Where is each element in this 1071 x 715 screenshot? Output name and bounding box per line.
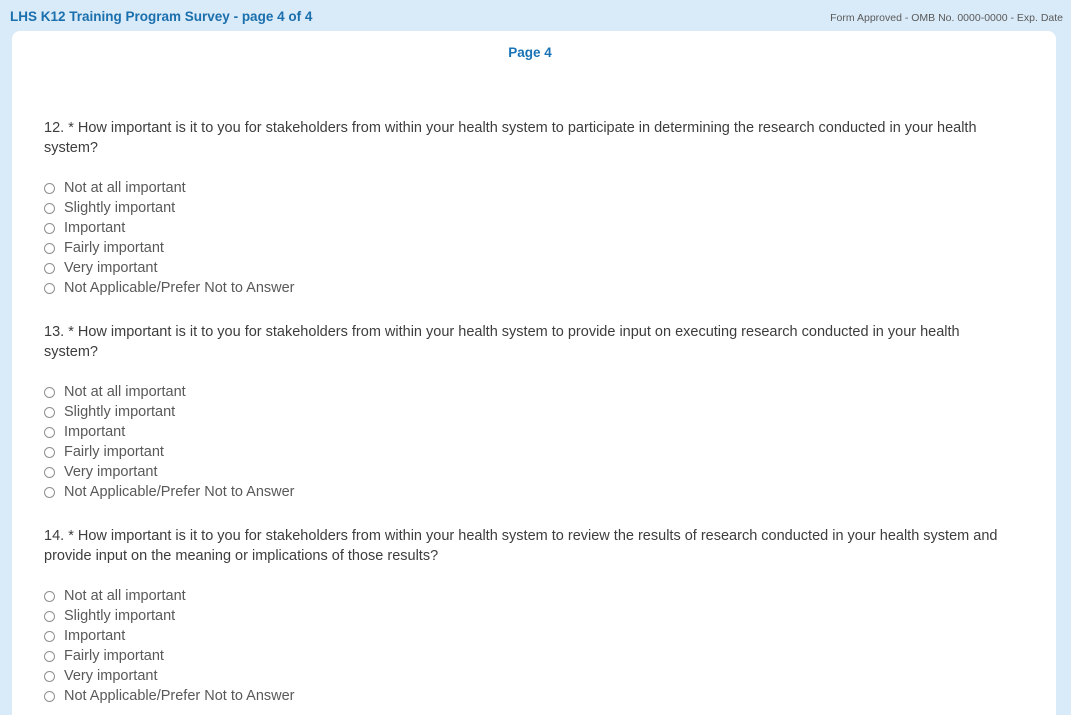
radio-option-label: Not Applicable/Prefer Not to Answer — [64, 484, 295, 500]
radio-option-label: Very important — [64, 260, 158, 276]
question-text — [44, 322, 1009, 362]
required-asterisk: * — [68, 324, 74, 340]
radio-option[interactable] — [44, 482, 1016, 502]
radio-icon[interactable] — [44, 203, 55, 214]
radio-icon[interactable] — [44, 651, 55, 662]
radio-option[interactable] — [44, 686, 1016, 706]
radio-option-label: Not Applicable/Prefer Not to Answer — [64, 280, 295, 296]
radio-option[interactable] — [44, 278, 1016, 298]
options-group — [44, 178, 1016, 298]
question-block — [44, 322, 1016, 502]
radio-option-label: Fairly important — [64, 240, 164, 256]
radio-option[interactable] — [44, 462, 1016, 482]
radio-option[interactable] — [44, 238, 1016, 258]
radio-icon[interactable] — [44, 691, 55, 702]
radio-option-label: Fairly important — [64, 444, 164, 460]
radio-option-label: Slightly important — [64, 200, 176, 216]
radio-option-label: Not at all important — [64, 180, 186, 196]
radio-option-label: Very important — [64, 464, 158, 480]
required-asterisk: * — [68, 528, 74, 544]
radio-option[interactable] — [44, 626, 1016, 646]
survey-title: LHS K12 Training Program Survey - page 4 of 4 — [10, 9, 313, 24]
radio-option-label: Important — [64, 220, 126, 236]
radio-option-label: Important — [64, 424, 126, 440]
radio-option[interactable] — [44, 382, 1016, 402]
radio-icon[interactable] — [44, 487, 55, 498]
question-number: 13. — [44, 324, 65, 340]
radio-option-label: Slightly important — [64, 608, 176, 624]
radio-icon[interactable] — [44, 263, 55, 274]
question-block — [44, 118, 1016, 298]
radio-option-label: Not at all important — [64, 384, 186, 400]
question-label: How important is it to you for stakeholders from within your health system to review the results of research conducted in your health system and provide input on the meaning or implications of those results? — [44, 528, 998, 564]
radio-icon[interactable] — [44, 243, 55, 254]
radio-icon[interactable] — [44, 671, 55, 682]
question-label: How important is it to you for stakeholders from within your health system to participate in determining the research conducted in your health system? — [44, 120, 977, 156]
options-group — [44, 382, 1016, 502]
question-label: How important is it to you for stakeholders from within your health system to provide input on executing research conducted in your health system? — [44, 324, 960, 360]
radio-icon[interactable] — [44, 283, 55, 294]
question-block — [44, 526, 1016, 706]
question-text — [44, 118, 1009, 158]
radio-option-label: Important — [64, 628, 126, 644]
radio-option[interactable] — [44, 646, 1016, 666]
radio-option[interactable] — [44, 258, 1016, 278]
required-asterisk: * — [68, 120, 74, 136]
survey-page-card — [12, 31, 1056, 715]
question-text — [44, 526, 1009, 566]
radio-option[interactable] — [44, 442, 1016, 462]
radio-option[interactable] — [44, 218, 1016, 238]
radio-icon[interactable] — [44, 183, 55, 194]
radio-option[interactable] — [44, 586, 1016, 606]
radio-icon[interactable] — [44, 447, 55, 458]
radio-option-label: Fairly important — [64, 648, 164, 664]
radio-option[interactable] — [44, 422, 1016, 442]
radio-option-label: Not at all important — [64, 588, 186, 604]
radio-icon[interactable] — [44, 387, 55, 398]
radio-icon[interactable] — [44, 591, 55, 602]
question-number: 14. — [44, 528, 65, 544]
radio-option-label: Not Applicable/Prefer Not to Answer — [64, 688, 295, 704]
question-number: 12. — [44, 120, 65, 136]
page-title: Page 4 — [508, 45, 552, 60]
radio-option-label: Very important — [64, 668, 158, 684]
radio-option-label: Slightly important — [64, 404, 176, 420]
radio-icon[interactable] — [44, 611, 55, 622]
radio-option[interactable] — [44, 606, 1016, 626]
radio-icon[interactable] — [44, 467, 55, 478]
top-bar — [0, 0, 1071, 31]
radio-icon[interactable] — [44, 427, 55, 438]
radio-option[interactable] — [44, 198, 1016, 218]
options-group — [44, 586, 1016, 706]
radio-option[interactable] — [44, 178, 1016, 198]
radio-option[interactable] — [44, 402, 1016, 422]
radio-icon[interactable] — [44, 631, 55, 642]
radio-icon[interactable] — [44, 223, 55, 234]
omb-approval-text: Form Approved - OMB No. 0000-0000 - Exp. Date — [830, 12, 1063, 24]
radio-icon[interactable] — [44, 407, 55, 418]
radio-option[interactable] — [44, 666, 1016, 686]
